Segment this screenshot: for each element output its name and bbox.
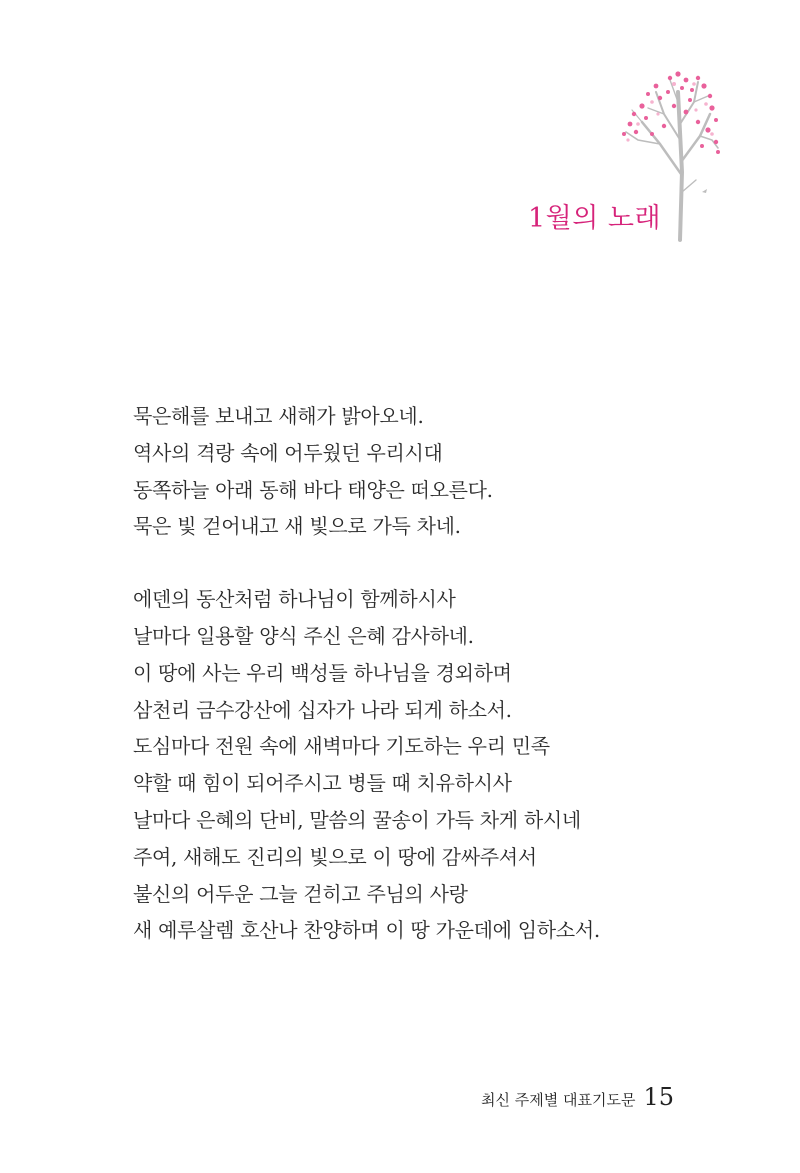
page-number: 15 (643, 1083, 674, 1111)
poem-line: 날마다 일용할 양식 주신 은혜 감사하네. (133, 623, 474, 648)
poem-line: 역사의 격랑 속에 어두웠던 우리시대 (133, 440, 443, 465)
page-title: 1월의 노래 (528, 203, 662, 234)
poem-line: 날마다 은혜의 단비, 말씀의 꿀송이 가득 차게 하시네 (133, 807, 581, 832)
poem-line: 삼천리 금수강산에 십자가 나라 되게 하소서. (133, 697, 512, 722)
poem-line: 불신의 어두운 그늘 걷히고 주님의 사랑 (133, 881, 468, 906)
book-title: 최신 주제별 대표기도문 (481, 1091, 636, 1109)
poem-line: 새 예루살렘 호산나 찬양하며 이 땅 가운데에 임하소서. (133, 918, 600, 943)
page-footer (481, 1083, 674, 1111)
poem-stanza (133, 581, 733, 949)
poem-line: 주여, 새해도 진리의 빛으로 이 땅에 감싸주셔서 (133, 844, 537, 869)
poem (133, 398, 733, 949)
poem-line: 동쪽하늘 아래 동해 바다 태양은 떠오른다. (133, 477, 493, 502)
poem-line: 도심마다 전원 속에 새벽마다 기도하는 우리 민족 (133, 734, 550, 759)
poem-line: 묵은 빛 걷어내고 새 빛으로 가득 차네. (133, 514, 461, 539)
poem-line: 에덴의 동산처럼 하나님이 함께하시사 (133, 587, 456, 612)
poem-line: 약할 때 힘이 되어주시고 병들 때 치유하시사 (133, 771, 512, 796)
poem-line: 이 땅에 사는 우리 백성들 하나님을 경외하며 (133, 660, 512, 685)
poem-line: 묵은해를 보내고 새해가 밝아오네. (133, 404, 424, 428)
poem-stanza (133, 398, 733, 545)
